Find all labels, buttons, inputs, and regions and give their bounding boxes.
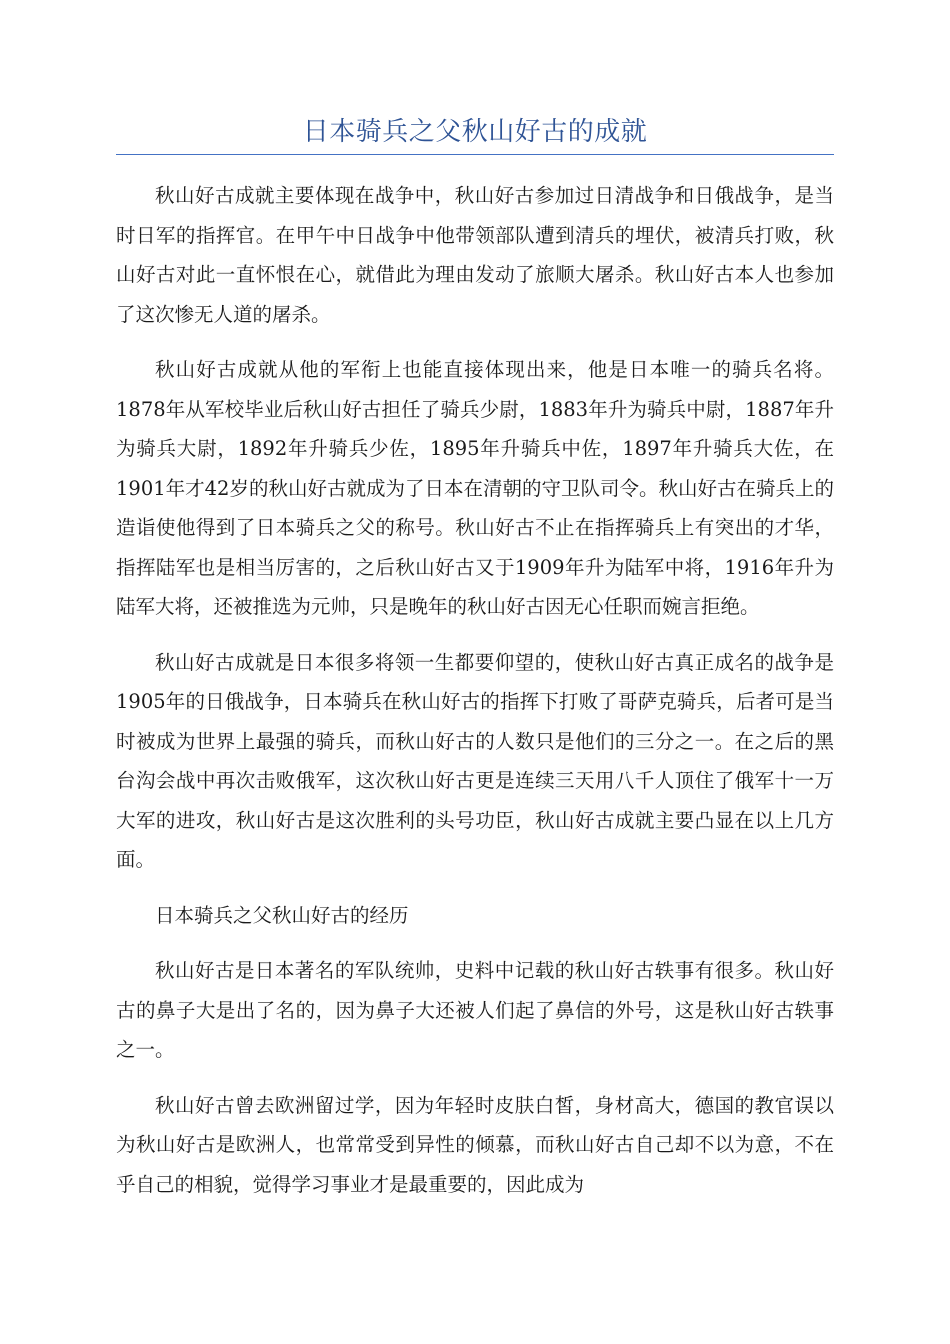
paragraph-achievements-war: 秋山好古成就主要体现在战争中，秋山好古参加过日清战争和日俄战争，是当时日军的指挥官。在甲午中日战争中他带领部队遭到清兵的埋伏，被清兵打败，秋山好古对此一直怀恨在心，就借此为理由发动了旅顺大屠杀。秋山好古本人也参加了这次惨无人道的屠杀。: [116, 184, 834, 326]
paragraph-europe-study: 秋山好古曾去欧洲留过学，因为年轻时皮肤白皙，身材高大，德国的教官误以为秋山好古是欧洲人，也常常受到异性的倾慕，而秋山好古自己却不以为意，不在乎自己的相貌，觉得学习事业才是最重要的，因此成为: [116, 1093, 834, 1196]
paragraph-anecdote-nose: 秋山好古是日本著名的军队统帅，史料中记载的秋山好古轶事有很多。秋山好古的鼻子大是出了名的，因为鼻子大还被人们起了鼻信的外号，这是秋山好古轶事之一。: [116, 959, 834, 1061]
section-subheading: 日本骑兵之父秋山好古的经历: [155, 903, 409, 927]
title-underline: [116, 154, 834, 155]
paragraph-military-rank: 秋山好古成就从他的军衔上也能直接体现出来，他是日本唯一的骑兵名将。1878年从军校毕业后秋山好古担任了骑兵少尉，1883年升为骑兵中尉，1887年升为骑兵大尉，1892年升骑兵少佐，1895年升骑兵中佐，1897年升骑兵大佐，在1901年才42岁的秋山好古就成为了日本在清朝的守卫队司令。秋山好古在骑兵上的造诣使他得到了日本骑兵之父的称号。秋山好古不止在指挥骑兵上有突出的才华，指挥陆军也是相当厉害的，之后秋山好古又于1909年升为陆军中将，1916年升为陆军大将，还被推选为元帅，只是晚年的秋山好古因无心任职而婉言拒绝。: [116, 358, 834, 618]
document-title: 日本骑兵之父秋山好古的成就: [302, 117, 648, 147]
paragraph-russo-japanese-war: 秋山好古成就是日本很多将领一生都要仰望的，使秋山好古真正成名的战争是1905年的日俄战争，日本骑兵在秋山好古的指挥下打败了哥萨克骑兵，后者可是当时被成为世界上最强的骑兵，而秋山好古的人数只是他们的三分之一。在之后的黑台沟会战中再次击败俄军，这次秋山好古更是连续三天用八千人顶住了俄军十一万大军的进攻，秋山好古是这次胜利的头号功臣，秋山好古成就主要凸显在以上几方面。: [116, 650, 834, 871]
document-page: [116, 0, 834, 1204]
